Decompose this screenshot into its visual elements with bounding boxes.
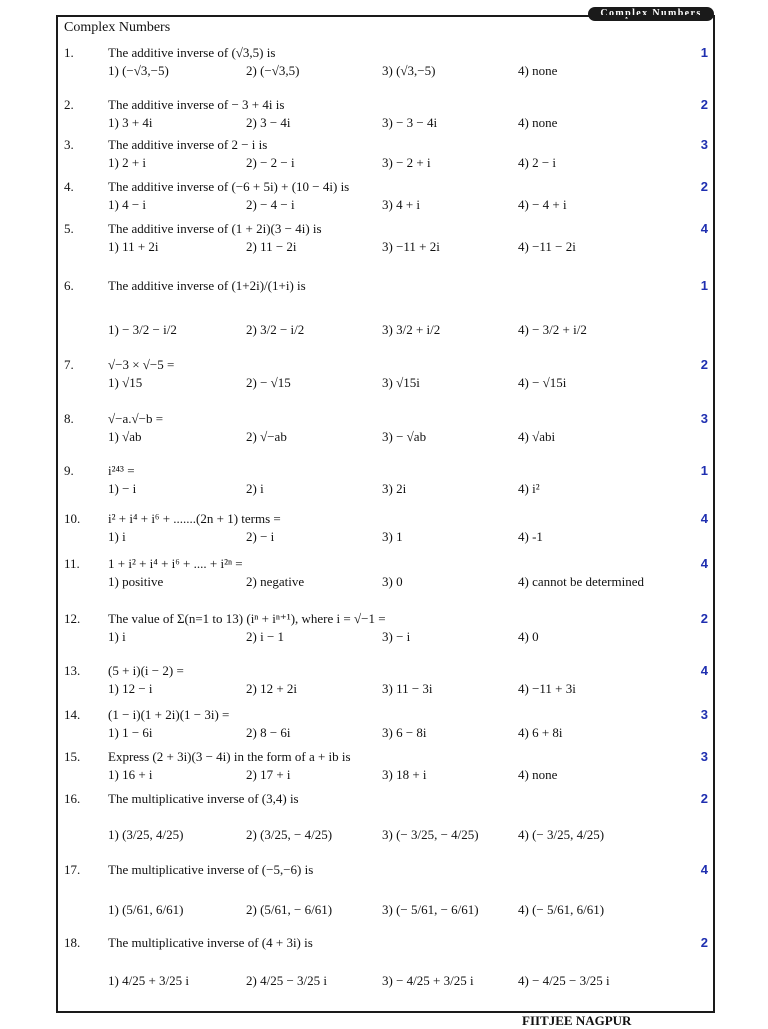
option-2: 2) (3/25, − 4/25) [246,827,333,842]
question-item [60,934,712,990]
question-text: i² + i⁴ + i⁶ + .......(2n + 1) terms = [108,511,281,526]
question-item [60,610,712,646]
question-number: 9. [64,463,74,478]
question-number: 16. [64,791,81,806]
option-2: 2) − i [246,529,275,544]
option-1: 1) 4 − i [108,197,147,212]
option-row [60,196,712,214]
option-1: 1) (−√3,−5) [108,63,169,78]
option-1: 1) (3/25, 4/25) [108,827,184,842]
option-4: 4) none [518,115,558,130]
option-4: 4) −11 + 3i [518,681,576,696]
question-text: (1 − i)(1 + 2i)(1 − 3i) = [108,707,230,722]
answer-key: 4 [700,663,708,678]
option-row [60,154,712,172]
question-number: 15. [64,749,81,764]
option-2: 2) 3/2 − i/2 [246,322,305,337]
answer-key: 2 [700,791,708,806]
option-1: 1) 16 + i [108,767,153,782]
question-number: 17. [64,862,81,877]
document-title: Complex Numbers [64,20,171,35]
question-line [60,861,712,879]
option-4: 4) cannot be determined [518,574,644,589]
answer-key: 4 [700,221,708,236]
answer-key: 2 [700,97,708,112]
question-text: i²⁴³ = [108,463,135,478]
option-2: 2) (5/61, − 6/61) [246,902,333,917]
answer-key: 3 [700,707,708,722]
option-2: 2) − 2 − i [246,155,295,170]
option-2: 2) 17 + i [246,767,291,782]
option-3: 3) 18 + i [382,767,427,782]
option-row [60,374,712,392]
question-item [60,410,712,446]
option-3: 3) 0 [382,574,403,589]
option-3: 3) √15i [382,375,420,390]
question-line [60,790,712,808]
option-4: 4) -1 [518,529,543,544]
question-line [60,178,712,196]
answer-key: 2 [700,935,708,950]
question-line [60,610,712,628]
option-4: 4) − √15i [518,375,567,390]
question-text: The additive inverse of 2 − i is [108,137,268,152]
question-item [60,662,712,698]
option-1: 1) 3 + 4i [108,115,153,130]
option-1: 1) 2 + i [108,155,147,170]
option-1: 1) − 3/2 − i/2 [108,322,177,337]
option-3: 3) − 4/25 + 3/25 i [382,973,474,988]
question-item [60,510,712,546]
question-item [60,44,712,80]
question-item [60,555,712,591]
option-2: 2) √−ab [246,429,287,444]
question-number: 10. [64,511,81,526]
option-4: 4) − 4/25 − 3/25 i [518,973,610,988]
option-2: 2) 11 − 2i [246,239,297,254]
question-text: The additive inverse of (1 + 2i)(3 − 4i) is [108,221,322,236]
option-1: 1) i [108,629,126,644]
option-4: 4) 2 − i [518,155,557,170]
answer-key: 3 [700,411,708,426]
question-text: The additive inverse of − 3 + 4i is [108,97,285,112]
question-item [60,790,712,844]
option-row [60,428,712,446]
header-badge: Complex Numbers [588,7,714,21]
option-row [60,724,712,742]
option-row [60,680,712,698]
question-number: 1. [64,45,74,60]
option-1: 1) √15 [108,375,143,390]
question-text: The value of Σ(n=1 to 13) (iⁿ + iⁿ⁺¹), where i = √−1 = [108,611,386,626]
option-2: 2) 8 − 6i [246,725,291,740]
option-row [60,573,712,591]
option-4: 4) − 4 + i [518,197,567,212]
question-line [60,662,712,680]
question-line [60,462,712,480]
option-row [60,766,712,784]
question-line [60,220,712,238]
option-3: 3) 6 − 8i [382,725,427,740]
question-number: 14. [64,707,81,722]
option-row [60,114,712,132]
question-text: √−a.√−b = [108,411,164,426]
question-number: 18. [64,935,81,950]
question-line [60,934,712,952]
option-3: 3) 4 + i [382,197,421,212]
option-1: 1) √ab [108,429,142,444]
option-3: 3) − i [382,629,411,644]
option-row [60,62,712,80]
option-3: 3) (√3,−5) [382,63,436,78]
question-number: 11. [64,556,80,571]
question-line [60,277,712,295]
option-4: 4) none [518,63,558,78]
option-row [60,321,712,339]
question-item [60,861,712,919]
question-item [60,706,712,742]
option-4: 4) −11 − 2i [518,239,576,254]
question-item [60,277,712,339]
option-2: 2) 12 + 2i [246,681,298,696]
option-2: 2) i [246,481,264,496]
option-3: 3) 1 [382,529,403,544]
question-number: 13. [64,663,81,678]
footer-text: FIITJEE NAGPUR [522,1013,632,1028]
question-number: 7. [64,357,74,372]
option-1: 1) i [108,529,126,544]
question-line [60,410,712,428]
option-1: 1) 12 − i [108,681,153,696]
answer-key: 1 [700,278,708,293]
option-2: 2) − 4 − i [246,197,295,212]
answer-key: 1 [700,463,708,478]
question-item [60,356,712,392]
question-text: (5 + i)(i − 2) = [108,663,184,678]
answer-key: 2 [700,611,708,626]
option-3: 3) 3/2 + i/2 [382,322,441,337]
answer-key: 1 [700,45,708,60]
answer-key: 3 [700,749,708,764]
question-text: Express (2 + 3i)(3 − 4i) in the form of a + ib is [108,749,351,764]
option-4: 4) (− 5/61, 6/61) [518,902,605,917]
option-2: 2) 3 − 4i [246,115,291,130]
question-item [60,220,712,256]
question-line [60,96,712,114]
option-1: 1) 11 + 2i [108,239,159,254]
option-4: 4) 6 + 8i [518,725,563,740]
question-number: 4. [64,179,74,194]
option-2: 2) i − 1 [246,629,285,644]
question-line [60,356,712,374]
question-text: The additive inverse of (−6 + 5i) + (10 − 4i) is [108,179,350,194]
option-1: 1) 4/25 + 3/25 i [108,973,189,988]
option-3: 3) − √ab [382,429,427,444]
option-2: 2) (−√3,5) [246,63,300,78]
option-2: 2) − √15 [246,375,291,390]
option-4: 4) i² [518,481,540,496]
option-row [60,480,712,498]
option-2: 2) negative [246,574,305,589]
question-item [60,136,712,172]
question-number: 12. [64,611,81,626]
question-number: 2. [64,97,74,112]
question-text: The multiplicative inverse of (4 + 3i) is [108,935,313,950]
question-line [60,136,712,154]
option-2: 2) 4/25 − 3/25 i [246,973,327,988]
question-text: The additive inverse of (1+2i)/(1+i) is [108,278,306,293]
question-line [60,44,712,62]
question-text: √−3 × √−5 = [108,357,175,372]
option-3: 3) (− 3/25, − 4/25) [382,827,479,842]
option-row [60,901,712,919]
question-number: 6. [64,278,74,293]
answer-key: 2 [700,179,708,194]
question-text: 1 + i² + i⁴ + i⁶ + .... + i²ⁿ = [108,556,243,571]
option-row [60,528,712,546]
answer-key: 3 [700,137,708,152]
option-3: 3) 11 − 3i [382,681,433,696]
option-3: 3) −11 + 2i [382,239,440,254]
question-item [60,462,712,498]
question-text: The multiplicative inverse of (−5,−6) is [108,862,314,877]
answer-key: 4 [700,511,708,526]
option-4: 4) (− 3/25, 4/25) [518,827,605,842]
answer-key: 2 [700,357,708,372]
option-3: 3) − 2 + i [382,155,431,170]
option-1: 1) − i [108,481,137,496]
option-4: 4) 0 [518,629,539,644]
option-4: 4) none [518,767,558,782]
question-text: The additive inverse of (√3,5) is [108,45,276,60]
question-line [60,510,712,528]
answer-key: 4 [700,556,708,571]
question-number: 8. [64,411,74,426]
question-number: 5. [64,221,74,236]
option-1: 1) (5/61, 6/61) [108,902,184,917]
question-line [60,706,712,724]
option-1: 1) positive [108,574,164,589]
option-4: 4) √abi [518,429,556,444]
question-item [60,96,712,132]
option-3: 3) − 3 − 4i [382,115,438,130]
question-item [60,748,712,784]
option-1: 1) 1 − 6i [108,725,153,740]
option-row [60,238,712,256]
question-text: The multiplicative inverse of (3,4) is [108,791,299,806]
option-row [60,826,712,844]
option-row [60,972,712,990]
option-row [60,628,712,646]
answer-key: 4 [700,862,708,877]
question-item [60,178,712,214]
question-line [60,748,712,766]
option-3: 3) (− 5/61, − 6/61) [382,902,479,917]
question-line [60,555,712,573]
option-3: 3) 2i [382,481,407,496]
question-number: 3. [64,137,74,152]
option-4: 4) − 3/2 + i/2 [518,322,587,337]
